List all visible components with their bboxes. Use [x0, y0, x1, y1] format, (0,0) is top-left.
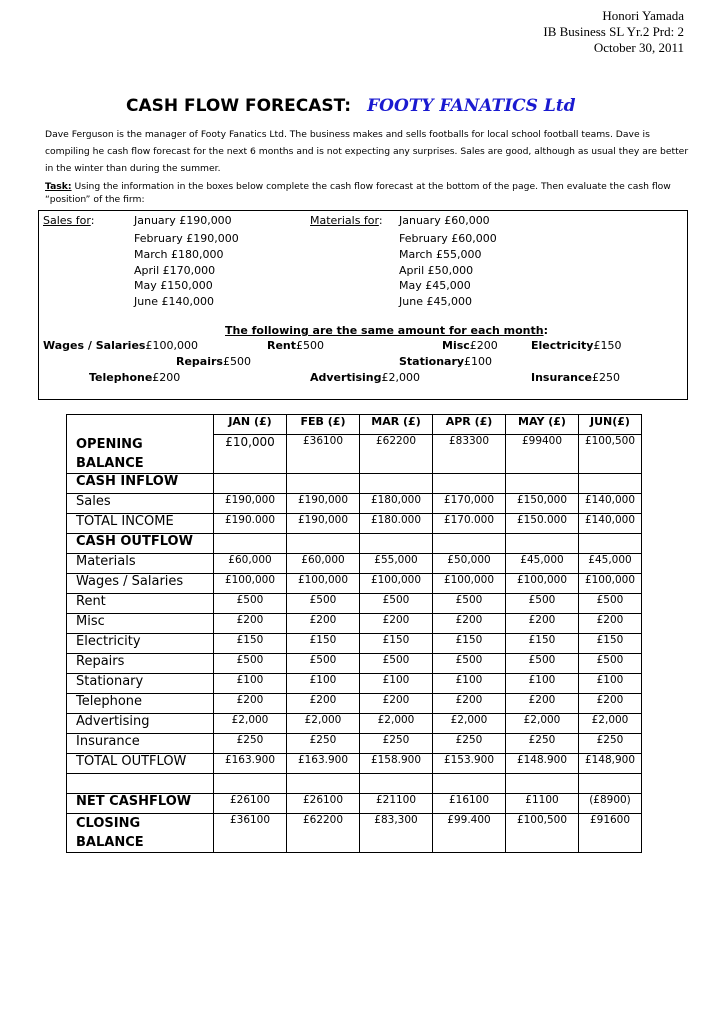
- table-cell: £200: [579, 693, 642, 713]
- table-row: [67, 633, 642, 653]
- opening-cell: £62200: [360, 435, 433, 474]
- table-cell: £200: [360, 613, 433, 633]
- table-cell: £100,000: [433, 573, 506, 593]
- table-cell: £100,000: [287, 573, 360, 593]
- sales-row: [67, 493, 642, 513]
- materials-feb: February £60,000: [399, 232, 497, 245]
- row-label: Insurance: [67, 733, 214, 753]
- telephone-label: Telephone: [89, 371, 153, 384]
- total-income-cell: £170.000: [433, 513, 506, 533]
- table-cell: £200: [579, 613, 642, 633]
- table-row: [67, 653, 642, 673]
- table-cell: £150: [214, 633, 287, 653]
- table-cell: £100: [433, 673, 506, 693]
- table-cell: £200: [287, 693, 360, 713]
- table-cell: £500: [287, 653, 360, 673]
- opening-cell: £36100: [287, 435, 360, 474]
- total-income-row: [67, 513, 642, 533]
- misc-item: [442, 339, 498, 352]
- telephone-item: [89, 371, 180, 384]
- row-label: Advertising: [67, 713, 214, 733]
- insurance-label: Insurance: [531, 371, 592, 384]
- materials-jun: June £45,000: [399, 295, 472, 308]
- sales-cell: £180,000: [360, 493, 433, 513]
- table-row: [67, 553, 642, 573]
- cash-inflow-row: [67, 473, 642, 493]
- net-cashflow-label: NET CASHFLOW: [67, 793, 214, 813]
- sales-jun: June £140,000: [134, 295, 214, 308]
- opening-balance-label: [67, 435, 214, 474]
- wages-label: Wages / Salaries: [43, 339, 146, 352]
- wages-value: £100,000: [145, 339, 198, 352]
- materials-mar: March £55,000: [399, 248, 482, 261]
- table-row: [67, 693, 642, 713]
- materials-apr: April £50,000: [399, 264, 474, 277]
- table-cell: £2,000: [360, 713, 433, 733]
- table-cell: £150: [433, 633, 506, 653]
- rent-value: £500: [296, 339, 325, 352]
- row-label: Materials: [67, 553, 214, 573]
- stationary-value: £100: [464, 355, 493, 368]
- insurance-item: [531, 371, 620, 384]
- table-cell: £500: [214, 593, 287, 613]
- advertising-value: £2,000: [381, 371, 420, 384]
- closing-label-line2: BALANCE: [76, 834, 144, 850]
- table-cell: £500: [214, 653, 287, 673]
- table-cell: £250: [579, 733, 642, 753]
- same-amount-heading-group: [225, 324, 548, 337]
- table-cell: £2,000: [214, 713, 287, 733]
- table-cell: £200: [506, 693, 579, 713]
- sales-cell: £170,000: [433, 493, 506, 513]
- table-cell: £100: [579, 673, 642, 693]
- title-main: CASH FLOW FORECAST:: [126, 96, 352, 116]
- spacer-row: [67, 773, 642, 793]
- materials-colon: :: [378, 214, 383, 227]
- total-outflow-cell: £163.900: [214, 753, 287, 773]
- month-header: JAN (£): [214, 415, 287, 435]
- row-label: Misc: [67, 613, 214, 633]
- table-cell: £500: [360, 593, 433, 613]
- month-header: MAY (£): [506, 415, 579, 435]
- opening-balance-row: [67, 435, 642, 474]
- task-label: Task:: [45, 181, 72, 192]
- materials-label-group: [310, 214, 383, 227]
- table-cell: £200: [506, 613, 579, 633]
- table-cell: £50,000: [433, 553, 506, 573]
- row-label: Repairs: [67, 653, 214, 673]
- total-outflow-cell: £153.900: [433, 753, 506, 773]
- opening-cell: £10,000: [214, 435, 287, 474]
- net-cashflow-cell: £26100: [287, 793, 360, 813]
- misc-label: Misc: [442, 339, 470, 352]
- table-cell: £200: [433, 693, 506, 713]
- company-name: FOOTY FANATICS Ltd: [367, 96, 576, 116]
- table-cell: £100: [360, 673, 433, 693]
- advertising-label: Advertising: [310, 371, 382, 384]
- table-cell: £100,000: [579, 573, 642, 593]
- table-cell: £2,000: [433, 713, 506, 733]
- cash-outflow-row: [67, 533, 642, 553]
- table-cell: £150: [579, 633, 642, 653]
- table-cell: £100,000: [360, 573, 433, 593]
- insurance-value: £250: [591, 371, 620, 384]
- table-cell: £100,000: [506, 573, 579, 593]
- table-cell: £500: [360, 653, 433, 673]
- table-cell: £500: [433, 593, 506, 613]
- total-outflow-row: [67, 753, 642, 773]
- closing-label-line1: CLOSING: [76, 815, 141, 831]
- total-income-cell: £190,000: [287, 513, 360, 533]
- table-cell: £200: [287, 613, 360, 633]
- sales-row-label: Sales: [67, 493, 214, 513]
- cash-inflow-label: CASH INFLOW: [67, 473, 214, 493]
- rent-item: [267, 339, 324, 352]
- sales-cell: £150,000: [506, 493, 579, 513]
- cash-outflow-label: CASH OUTFLOW: [67, 533, 214, 553]
- document-date: October 30, 2011: [593, 40, 684, 55]
- total-outflow-label: TOTAL OUTFLOW: [67, 753, 214, 773]
- table-cell: £150: [287, 633, 360, 653]
- month-header: FEB (£): [287, 415, 360, 435]
- opening-label-line2: BALANCE: [76, 455, 144, 471]
- sales-label: Sales for: [43, 214, 91, 227]
- closing-cell: £91600: [579, 813, 642, 852]
- cash-flow-table: [66, 414, 642, 853]
- table-cell: £500: [579, 653, 642, 673]
- net-cashflow-cell: £21100: [360, 793, 433, 813]
- table-cell: £100: [506, 673, 579, 693]
- table-cell: £500: [506, 593, 579, 613]
- materials-label: Materials for: [310, 214, 379, 227]
- closing-cell: £36100: [214, 813, 287, 852]
- table-cell: £2,000: [579, 713, 642, 733]
- sales-cell: £140,000: [579, 493, 642, 513]
- row-label: Electricity: [67, 633, 214, 653]
- table-cell: £500: [287, 593, 360, 613]
- table-row: [67, 713, 642, 733]
- opening-label-line1: OPENING: [76, 436, 143, 452]
- intro-paragraph: Dave Ferguson is the manager of Footy Fanatics Ltd. The business makes and sells footballs for local school football teams. Dave is compiling he cash flow forecast for the next 6 months and is not expecting any surprises. Sales are good, although as usual they are better in the winter than during the summer.: [45, 129, 689, 174]
- rent-label: Rent: [267, 339, 297, 352]
- table-cell: £45,000: [506, 553, 579, 573]
- table-cell: £200: [214, 613, 287, 633]
- info-box: [38, 210, 688, 400]
- corner-cell: [67, 415, 214, 435]
- page-title: [126, 96, 576, 116]
- materials-jan: January £60,000: [399, 214, 490, 227]
- misc-value: £200: [469, 339, 498, 352]
- row-label: Stationary: [67, 673, 214, 693]
- sales-mar: March £180,000: [134, 248, 224, 261]
- table-row: [67, 573, 642, 593]
- row-label: Telephone: [67, 693, 214, 713]
- table-cell: £150: [506, 633, 579, 653]
- net-cashflow-cell: £1100: [506, 793, 579, 813]
- table-cell: £500: [579, 593, 642, 613]
- table-row: [67, 673, 642, 693]
- table-cell: £100: [214, 673, 287, 693]
- table-cell: £200: [433, 613, 506, 633]
- table-cell: £60,000: [214, 553, 287, 573]
- table-cell: £60,000: [287, 553, 360, 573]
- total-income-cell: £150.000: [506, 513, 579, 533]
- closing-balance-label: [67, 813, 214, 852]
- row-label: Wages / Salaries: [67, 573, 214, 593]
- table-cell: £150: [360, 633, 433, 653]
- wages-item: [43, 339, 198, 352]
- table-cell: £500: [506, 653, 579, 673]
- closing-cell: £62200: [287, 813, 360, 852]
- total-income-cell: £140,000: [579, 513, 642, 533]
- net-cashflow-cell: £26100: [214, 793, 287, 813]
- task-paragraph: [45, 180, 693, 206]
- sales-colon: :: [90, 214, 95, 227]
- month-header: JUN(£): [579, 415, 642, 435]
- sales-jan: January £190,000: [134, 214, 232, 227]
- table-cell: £100: [287, 673, 360, 693]
- opening-cell: £100,500: [579, 435, 642, 474]
- sales-feb: February £190,000: [134, 232, 239, 245]
- table-cell: £250: [506, 733, 579, 753]
- advertising-item: [310, 371, 420, 384]
- table-cell: £100,000: [214, 573, 287, 593]
- total-outflow-cell: £148,900: [579, 753, 642, 773]
- table-cell: £45,000: [579, 553, 642, 573]
- telephone-value: £200: [152, 371, 181, 384]
- month-header: MAR (£): [360, 415, 433, 435]
- month-header-row: [67, 415, 642, 435]
- closing-cell: £100,500: [506, 813, 579, 852]
- total-income-cell: £190.000: [214, 513, 287, 533]
- course-info: IB Business SL Yr.2 Prd: 2: [543, 24, 684, 39]
- stationary-label: Stationary: [399, 355, 465, 368]
- net-cashflow-cell: (£8900): [579, 793, 642, 813]
- repairs-item: [176, 355, 251, 368]
- table-row: [67, 733, 642, 753]
- opening-cell: £83300: [433, 435, 506, 474]
- total-outflow-cell: £148.900: [506, 753, 579, 773]
- table-cell: £250: [360, 733, 433, 753]
- electricity-value: £150: [593, 339, 622, 352]
- electricity-item: [531, 339, 621, 352]
- table-cell: £2,000: [287, 713, 360, 733]
- total-outflow-cell: £163.900: [287, 753, 360, 773]
- table-row: [67, 613, 642, 633]
- same-amount-colon: :: [543, 324, 548, 337]
- materials-may: May £45,000: [399, 279, 471, 292]
- closing-cell: £83,300: [360, 813, 433, 852]
- table-cell: £200: [214, 693, 287, 713]
- sales-cell: £190,000: [214, 493, 287, 513]
- sales-label-group: [43, 214, 94, 227]
- header-block: [543, 8, 684, 56]
- opening-cell: £99400: [506, 435, 579, 474]
- total-income-cell: £180.000: [360, 513, 433, 533]
- author-name: Honori Yamada: [602, 8, 684, 23]
- table-cell: £2,000: [506, 713, 579, 733]
- stationary-item: [399, 355, 492, 368]
- month-header: APR (£): [433, 415, 506, 435]
- net-cashflow-cell: £16100: [433, 793, 506, 813]
- table-cell: £200: [360, 693, 433, 713]
- sales-cell: £190,000: [287, 493, 360, 513]
- repairs-label: Repairs: [176, 355, 223, 368]
- total-income-label: TOTAL INCOME: [67, 513, 214, 533]
- sales-apr: April £170,000: [134, 264, 216, 277]
- sales-may: May £150,000: [134, 279, 213, 292]
- table-cell: £250: [214, 733, 287, 753]
- table-cell: £250: [287, 733, 360, 753]
- table-cell: £250: [433, 733, 506, 753]
- closing-balance-row: [67, 813, 642, 852]
- repairs-value: £500: [222, 355, 251, 368]
- table-row: [67, 593, 642, 613]
- same-amount-heading: The following are the same amount for each month: [225, 324, 544, 337]
- electricity-label: Electricity: [531, 339, 594, 352]
- closing-cell: £99.400: [433, 813, 506, 852]
- net-cashflow-row: [67, 793, 642, 813]
- task-text: Using the information in the boxes below complete the cash flow forecast at the bottom of the page. Then evaluate the cash flow “position” of the firm:: [45, 181, 671, 205]
- table-cell: £55,000: [360, 553, 433, 573]
- total-outflow-cell: £158.900: [360, 753, 433, 773]
- row-label: Rent: [67, 593, 214, 613]
- table-cell: £500: [433, 653, 506, 673]
